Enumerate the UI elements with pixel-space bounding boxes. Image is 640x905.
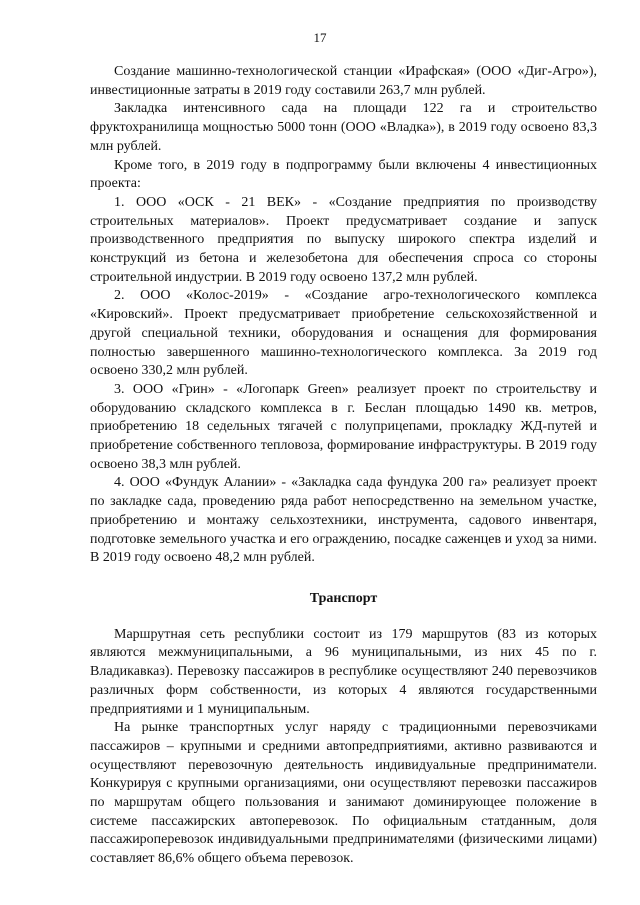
paragraph-project-kolos: 2. ООО «Колос-2019» - «Создание агро-технологического комплекса «Кировский». Проект предусматривает приобретение сельскохозяйственной и другой специальной техники, оборудования и оснащения для формирования полностью завершенного машинно-технологического комплекса. За 2019 год освоено 330,2 млн рублей.	[90, 288, 597, 379]
paragraph-irafskaya: Создание машинно-технологической станции «Ирафская» (ООО «Диг-Агро»), инвестиционные затраты в 2019 году составили 263,7 млн рублей.	[90, 64, 597, 98]
paragraph-project-funduk: 4. ООО «Фундук Алании» - «Закладка сада фундука 200 га» реализует проект по закладке сада, проведению ряда работ непосредственно на земельном участке, приобретению и монтажу сельхозтехники, инструмента, садового инвентаря, подготовке земельного участка и его ограждению, посадке саженцев и уход за ними. В 2019 году освоено 48,2 млн рублей.	[90, 475, 597, 566]
section-title-transport: Транспорт	[309, 590, 378, 606]
paragraph-projects-intro: Кроме того, в 2019 году в подпрограмму были включены 4 инвестиционных проекта:	[90, 157, 597, 192]
paragraph-project-osk: 1. ООО «ОСК - 21 ВЕК» - «Создание предприятия по производству строительных материалов». Проект предусматривает создание и запуск производственного предприятия по выпуску широкого спектра изделий и конструкций из бетона и железобетона для обеспечения спроса со стороны строительной индустрии. В 2019 году освоено 137,2 млн рублей.	[90, 194, 597, 285]
page-number: 17	[313, 30, 327, 45]
page-content	[90, 63, 597, 869]
paragraph-project-grin: 3. ООО «Грин» - «Логопарк Green» реализует проект по строительству и оборудованию складского комплекса в г. Беслан площадью 1490 кв. метров, приобретению 18 седельных тягачей с полуприцепами, прокладку ЖД-путей и приобретение собственного тепловоза, формирование инфраструктуры. В 2019 году освоено 38,3 млн рублей.	[90, 381, 597, 472]
paragraph-vladka: Закладка интенсивного сада на площади 122 га и строительство фруктохранилища мощностью 5000 тонн (ООО «Владка»), в 2019 году освоено 83,3 млн рублей.	[90, 101, 597, 154]
paragraph-transport-market: На рынке транспортных услуг наряду с традиционными перевозчиками пассажиров – крупными и средними автопредприятиями, активно развиваются и осуществляют перевозочную деятельность индивидуальные предприниматели. Конкурируя с крупными организациями, они осуществляют перевозки пассажиров по маршрутам общего пользования и занимают доминирующее положение в системе пассажирских автоперевозок. По официальным статданным, доля пассажироперевозок индивидуальными предпринимателями (физическими лицами) составляет 86,6% общего объема перевозок.	[90, 720, 597, 867]
paragraph-route-network: Маршрутная сеть республики состоит из 179 маршрутов (83 из которых являются межмуниципальными, а 96 муниципальными, из них 45 по г. Владикавказ). Перевозку пассажиров в республике осуществляют 240 перевозчиков различных форм собственности, из которых 4 являются государственными предприятиями и 1 муниципальным.	[90, 626, 597, 717]
